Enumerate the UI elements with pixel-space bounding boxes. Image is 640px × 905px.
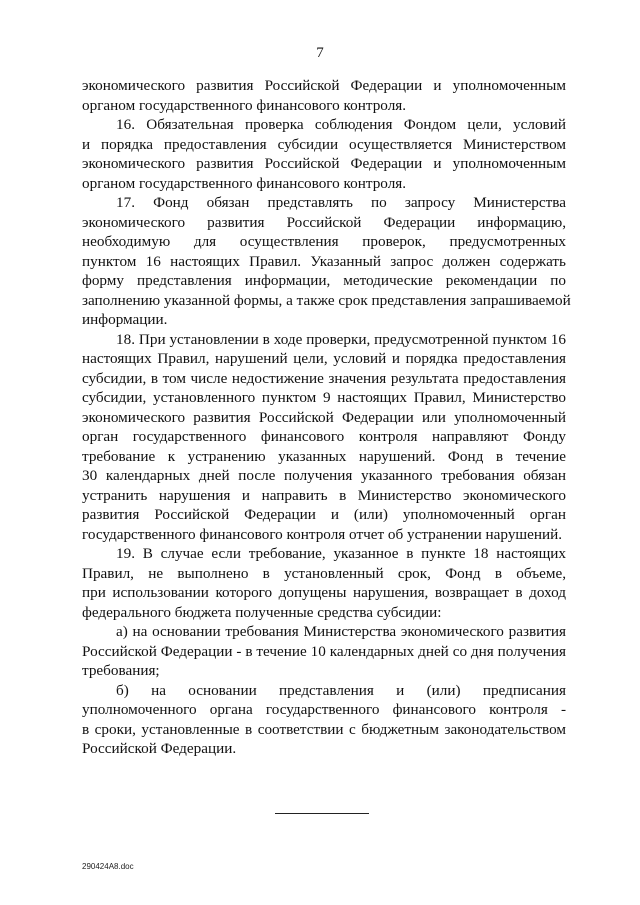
text-line: информации.: [82, 311, 168, 328]
paragraph-19-start: 19. В случае если требование, указанное в пункте 18 настоящих: [116, 545, 566, 562]
text-line: государственного финансового контроля отчет об устранении нарушений.: [82, 525, 563, 543]
text-line: Российской Федерации.: [82, 740, 237, 757]
text-line: требования;: [82, 662, 160, 679]
text-line: федерального бюджета полученные средства субсидии:: [82, 603, 442, 621]
text-line: настоящих Правил, нарушений цели, условий и порядка предоставления: [82, 350, 566, 367]
document-body: [82, 76, 571, 759]
paragraph-18-start: 18. При установлении в ходе проверки, предусмотренной пунктом 16: [116, 330, 566, 348]
subitem-b-start: б) на основании представления и (или) предписания: [116, 681, 566, 699]
paragraph-17-start: 17. Фонд обязан представлять по запросу Министерства: [116, 194, 566, 211]
text-line: экономического развития Российской Федерации информацию,: [82, 213, 566, 231]
text-line: устранить нарушения и направить в Министерство экономического: [82, 486, 566, 504]
text-line: требование к устранению указанных нарушений. Фонд в течение: [82, 447, 566, 465]
end-divider: [275, 813, 369, 814]
text-line: Российской Федерации - в течение 10 календарных дней со дня получения: [82, 642, 566, 660]
text-line: в сроки, установленные в соответствии с бюджетным законодательством: [82, 720, 566, 738]
text-line: орган государственного финансового контроля направляют Фонду: [82, 428, 566, 445]
text-line: субсидии, установленного пунктом 9 настоящих Правил, Министерство: [82, 389, 566, 406]
text-line: экономического развития Российской Федерации или уполномоченный: [82, 408, 566, 426]
text-line: субсидии, в том числе недостижение значения результата предоставления: [82, 369, 566, 387]
text-line: экономического развития Российской Федерации и уполномоченным: [82, 77, 566, 94]
paragraph-16-start: 16. Обязательная проверка соблюдения Фондом цели, условий: [116, 116, 566, 133]
text-line: форму представления информации, методические рекомендации по: [82, 272, 566, 289]
text-line: необходимую для осуществления проверок, предусмотренных: [82, 233, 566, 250]
text-line: и порядка предоставления субсидии осуществляется Министерством: [82, 135, 566, 153]
footer-file-code: 290424A8.doc: [82, 862, 134, 871]
subitem-a-start: а) на основании требования Министерства экономического развития: [116, 623, 566, 640]
text-line: органом государственного финансового контроля.: [82, 96, 407, 114]
text-line: заполнению указанной формы, а также срок представления запрашиваемой: [82, 291, 571, 309]
text-line: органом государственного финансового контроля.: [82, 174, 407, 192]
text-line: 30 календарных дней после получения указанного требования обязан: [82, 467, 566, 484]
text-line: развития Российской Федерации и (или) уполномоченный орган: [82, 506, 566, 523]
text-line: при использовании которого допущены нарушения, возвращает в доход: [82, 584, 566, 601]
text-line: Правил, не выполнено в установленный срок, Фонд в объеме,: [82, 564, 566, 582]
page-number: 7: [316, 45, 324, 61]
text-line: экономического развития Российской Федерации и уполномоченным: [82, 155, 566, 172]
text-line: пунктом 16 настоящих Правил. Указанный запрос должен содержать: [82, 252, 566, 270]
text-line: уполномоченного органа государственного финансового контроля -: [82, 701, 566, 718]
